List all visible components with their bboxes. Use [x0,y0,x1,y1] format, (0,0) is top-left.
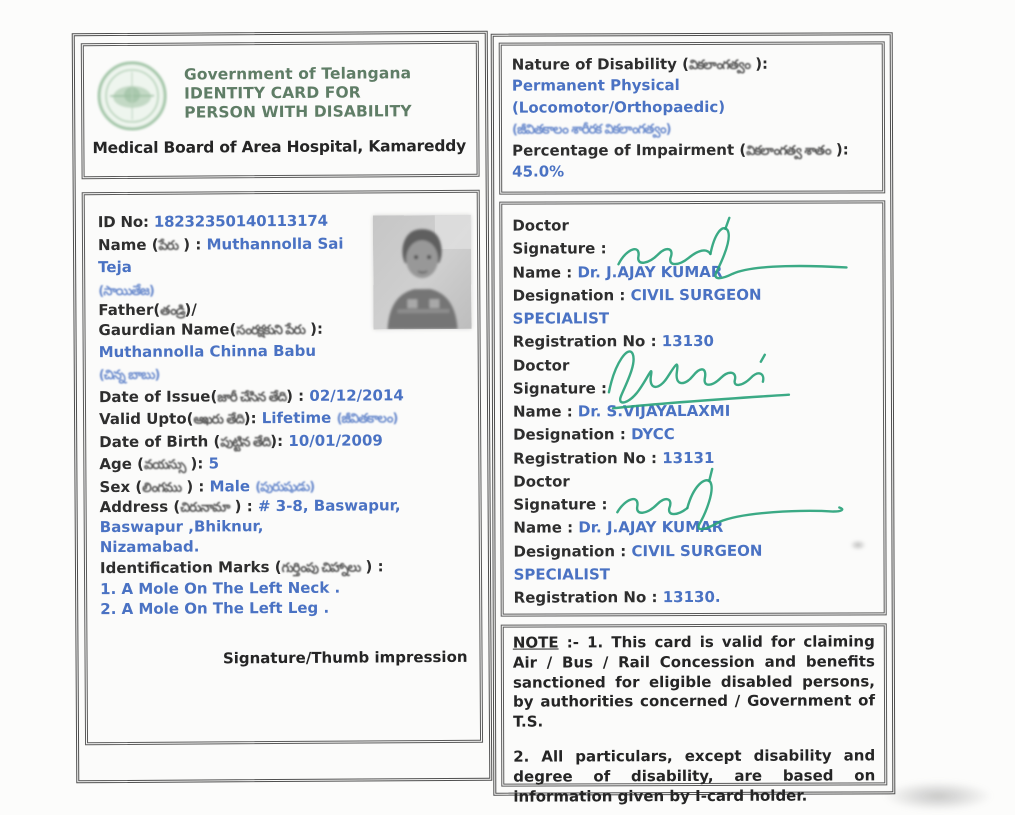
doctor-name-label: Name : [512,262,578,282]
marks-label-telugu: గుర్తింపు చిహ్నాలు [281,561,361,577]
sex-value: Male [209,476,256,496]
doctor-block-3 [513,469,873,610]
header-row [92,50,468,132]
card-header [81,41,480,179]
guardian-label-close: ): [304,319,324,338]
name-label-telugu: పేరు [158,238,179,254]
doctor-registration-label: Registration No : [512,332,662,351]
id-label: ID No: [97,212,154,232]
id-value: 18232350140113174 [153,211,328,231]
father-label-close: )/ [184,300,197,319]
doctor-registration-label: Registration No : [513,448,663,468]
government-emblem-icon [96,60,168,132]
holder-photo [373,215,472,330]
scan-smudge [883,781,993,811]
nature-of-disability-line [512,53,872,76]
doctor-name-line [512,260,872,285]
dob-label-close: ): [270,431,289,450]
doctor-name-value: Dr. S.VIJAYALAXMI [577,401,731,421]
guardian-label: Gaurdian Name( [98,320,237,339]
doctor-label: Doctor [512,216,569,235]
doctor-registration-line [513,446,873,471]
issue-date-line [99,383,468,408]
doctor-designation-line [513,423,835,447]
father-value-line [99,338,468,363]
impairment-label-close: ): [830,139,849,159]
nature-value-2: (Locomotor/Orthopaedic) [511,97,726,117]
doctor-registration-value: 13130 [661,332,715,351]
sex-line [99,473,468,498]
age-value: 5 [208,454,220,473]
mark-2-value: 2. A Mole On The Left Leg . [100,598,330,618]
marks-label-close: ) : [360,557,384,577]
nature-value-telugu: (జీవితకాలం శారీరక వికలాంగత్వం) [511,122,671,138]
doctor-block-1 [512,213,872,354]
doctor-name-label: Name : [512,402,578,421]
doctor-name-value: Dr. J.AJAY KUMAR [578,518,724,537]
doctor-designation-line [513,539,835,587]
impairment-value-line [512,160,872,183]
dob-label-telugu: పుట్టిన తేది [220,434,271,450]
sex-label-close: ) : [181,477,210,496]
name-value-2: Teja [98,257,132,277]
doctor-designation-label: Designation : [513,541,632,561]
nature-value-1: Permanent Physical [511,76,680,96]
doctor-designation-value: CIVIL SURGEON SPECIALIST [513,541,763,584]
issue-date-value: 02/12/2014 [309,385,404,405]
signature-label: Signature : [512,379,608,398]
impairment-value: 45.0% [512,162,565,181]
identification-marks-line [100,555,469,580]
impairment-label: Percentage of Impairment ( [512,140,747,160]
issuing-authority: Medical Board of Area Hospital, Kamareddy [92,136,467,158]
valid-upto-line [99,406,468,431]
note-label: NOTE [512,633,559,652]
father-label-telugu: తండ్రి [160,303,185,319]
id-card-front [72,31,493,784]
card-details [82,190,483,745]
dob-value: 10/01/2009 [288,430,383,450]
doctor-designation-line [513,283,835,331]
issue-label-telugu: జారీ చేసిన తేది [217,389,287,405]
sex-value-telugu: (పురుషుడు) [255,479,315,495]
father-value: Muthannolla Chinna Babu [98,341,317,361]
valid-label: Valid Upto( [99,409,194,429]
signature-label: Signature : [513,495,608,514]
doctor-registration-line [514,585,874,610]
address-line-2 [100,516,469,538]
note-text-2: 2. All particulars, except disability and degree of disability, are based on information given by I-card holder. [513,746,876,806]
address-label-telugu: చిరునామా [180,500,230,516]
note-paragraph-1 [513,632,875,732]
doctor-label: Doctor [512,355,570,375]
doctor-registration-value: 13131 [662,448,715,467]
nature-value-line-1 [512,75,872,98]
doctor-registration-value: 13130. [662,587,721,607]
name-value-telugu: (సాయితేజ) [98,283,154,299]
address-value-3: Nizamabad. [99,537,200,556]
note-section [501,623,888,806]
mark-1-value: 1. A Mole On The Left Neck . [100,578,341,599]
disability-section [499,41,886,194]
doctor-registration-label: Registration No : [513,588,663,607]
doctor-designation-value: CIVIL SURGEON SPECIALIST [512,285,762,328]
valid-label-telugu: ఆఖరు తేది [193,412,244,428]
impairment-label-telugu: వికలాంగత్వ శాతం [746,143,831,159]
card-title [184,58,412,122]
doctor-registration-line [513,330,873,355]
doctors-section [499,200,886,616]
issue-label-close: ) : [286,386,310,405]
note-text-1: :- 1. This card is valid for claiming Air / Bus / Rail Concession and benefits sanctioned for eligible disabled persons, by authorities concerned / Government of T.S. [512,632,876,731]
doctor-designation-label: Designation : [512,285,631,305]
issue-label: Date of Issue( [98,386,218,406]
valid-label-close: ): [243,409,262,428]
nature-label-telugu: వికలాంగత్వం [688,57,750,74]
address-value-2: Baswapur ,Bhiknur, [99,517,264,537]
name-label: Name ( [97,235,159,254]
doctor-name-value: Dr. J.AJAY KUMAR [577,262,723,281]
age-label-telugu: వయస్సు [143,457,186,473]
mark-item-1 [100,578,469,600]
guardian-label-telugu: సంరక్షకుని పేరు [236,322,305,339]
age-line [99,451,468,476]
doctor-designation-label: Designation : [513,425,632,444]
title-line-1: Government of Telangana [183,64,412,84]
dob-line [99,428,468,453]
age-label-close: ): [185,454,209,473]
father-telugu-line [99,361,468,386]
father-label: Father( [98,300,161,320]
valid-value-telugu: (జీవితకాలం) [336,411,398,427]
dob-label: Date of Birth ( [99,431,221,451]
address-line-1 [100,496,469,518]
doctor-name-line [513,516,873,541]
signature-label: Signature : [512,239,607,258]
address-value-1: # 3-8, Baswapur, [257,496,401,516]
sex-label: Sex ( [99,477,143,496]
marks-label: Identification Marks ( [99,558,282,578]
doctor-designation-value: DYCC [631,425,675,444]
father-value-telugu: (చిన్న బాబు) [98,367,160,384]
note-paragraph-2 [513,746,875,807]
nature-label-close: ): [749,54,769,73]
nature-value-line-3 [512,117,872,140]
name-value: Muthannolla Sai [206,234,344,253]
address-line-3 [100,536,469,558]
title-line-2: IDENTITY CARD FOR [184,83,361,103]
doctor-label: Doctor [513,472,570,491]
doctor-block-2 [513,353,873,471]
sex-label-telugu: లింగము [142,480,182,496]
nature-label: Nature of Disability ( [511,55,690,74]
valid-upto-value: Lifetime [261,408,337,428]
address-label-close: ) : [229,497,258,516]
id-card-back [491,32,896,806]
doctor-name-line [513,399,873,424]
age-label: Age ( [99,454,145,474]
signature-thumb-caption: Signature/Thumb impression [222,647,468,667]
name-label-close: ) : [177,234,207,254]
doctor-name-label: Name : [513,518,579,537]
nature-value-line-2 [512,96,872,119]
title-line-3: PERSON WITH DISABILITY [184,102,412,122]
impairment-label-line [512,139,872,162]
mark-item-2 [100,598,469,620]
address-label: Address ( [99,497,181,517]
name-line [98,232,360,256]
